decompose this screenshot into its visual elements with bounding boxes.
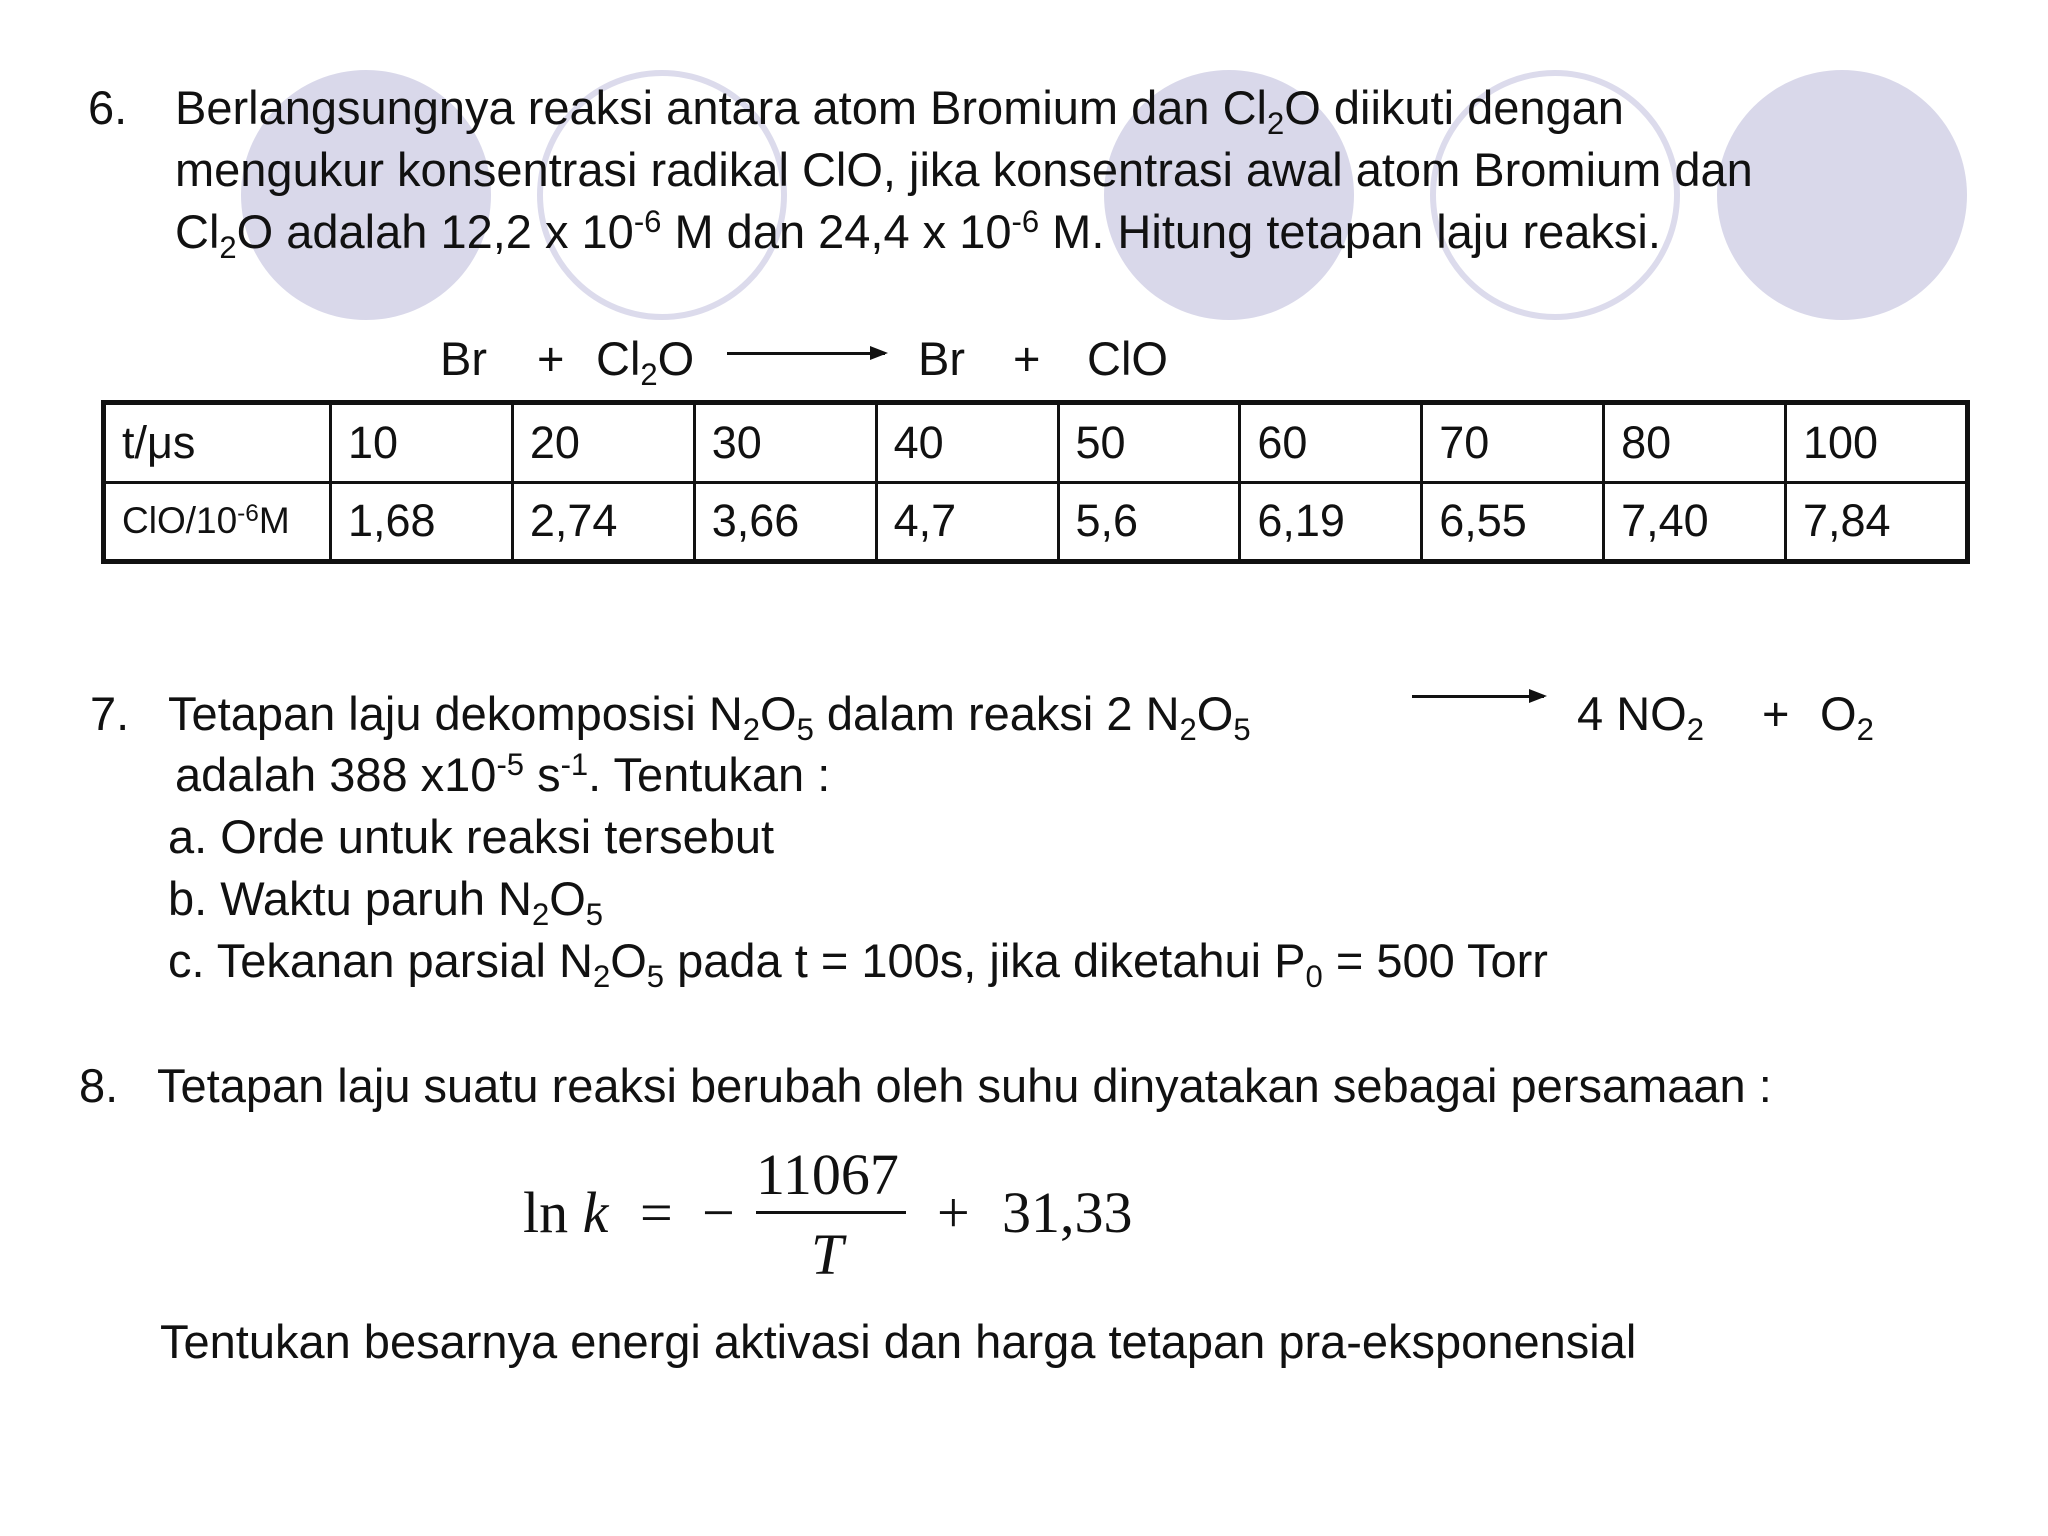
- q7-product-o: O: [1820, 687, 1857, 740]
- table-cell-concentration: 5,6: [1058, 482, 1240, 562]
- q6-reaction-arrow: [727, 352, 885, 355]
- q7-number: 7.: [90, 687, 130, 740]
- q7-item-c-c: pada t = 100s, jika diketahui P: [664, 934, 1306, 987]
- table-cell-time: 100: [1786, 403, 1968, 483]
- table-cell-time: 30: [694, 403, 876, 483]
- q6-line-1-sub: 2: [1267, 105, 1285, 141]
- conc-header-sup: -6: [237, 499, 259, 527]
- q7-products: [1577, 687, 1704, 747]
- q7-line-1-sub-1: 2: [742, 711, 761, 747]
- equation-constant: 31,33: [1002, 1180, 1133, 1245]
- decorative-circle-3: [1717, 70, 1967, 320]
- q8-number: 8.: [79, 1059, 119, 1112]
- q7-line-1-sub-4: 5: [1233, 711, 1251, 747]
- equation-denominator: [811, 1222, 844, 1287]
- q6-line-3-sup-2: -6: [1011, 203, 1040, 239]
- table-row-header-time: t/μs: [104, 403, 331, 483]
- table-cell-concentration: 7,84: [1786, 482, 1968, 562]
- q6-line-1-text-a: Berlangsungnya reaksi antara atom Bromium dan Cl: [175, 81, 1267, 134]
- conc-header-b: M: [258, 500, 290, 542]
- equation-minus: −: [702, 1180, 735, 1245]
- table-cell-time: 20: [512, 403, 694, 483]
- q7-product-plus: +: [1762, 687, 1790, 740]
- q7-line-2-b: s: [524, 748, 561, 801]
- table-cell-concentration: 1,68: [331, 482, 513, 562]
- q6-line-3-text-d: M. Hitung tetapan laju reaksi.: [1039, 205, 1661, 258]
- q7-item-c: [168, 934, 1548, 994]
- q6-reactant-cl2o-b: O: [657, 332, 695, 385]
- table-cell-time: 60: [1240, 403, 1422, 483]
- equation-fraction-bar: [756, 1211, 906, 1214]
- q6-line-1-text-b: O diikuti dengan: [1284, 81, 1624, 134]
- equation-ln: ln: [523, 1180, 569, 1245]
- equation-k: k: [582, 1180, 609, 1245]
- q7-line-1: [168, 687, 1251, 747]
- q7-line-1-d: O: [1196, 687, 1234, 740]
- table-cell-time: 40: [876, 403, 1058, 483]
- q6-plus-2: +: [1013, 332, 1041, 385]
- q7-line-1-b: O: [760, 687, 797, 740]
- table-row-header-concentration: [104, 482, 331, 562]
- table-cell-concentration: 4,7: [876, 482, 1058, 562]
- q7-item-b-a: b. Waktu paruh N: [168, 872, 532, 925]
- q7-item-b-sub-1: 2: [531, 896, 550, 932]
- table-cell-time: 70: [1422, 403, 1604, 483]
- q7-line-1-c: dalam reaksi 2 N: [813, 687, 1180, 740]
- q7-product-no2: 4 NO: [1577, 687, 1687, 740]
- q6-reactant-cl2o: [596, 332, 695, 392]
- q6-number: 6.: [88, 81, 128, 134]
- equation-T: T: [811, 1222, 844, 1287]
- table-cell-concentration: 2,74: [512, 482, 694, 562]
- q6-line-3-sub: 2: [219, 229, 237, 265]
- q7-item-b: [168, 872, 604, 932]
- q7-item-c-sub-2: 5: [646, 958, 665, 994]
- equation-plus: +: [937, 1180, 970, 1245]
- table-cell-concentration: 3,66: [694, 482, 876, 562]
- q7-item-b-sub-2: 5: [585, 896, 604, 932]
- q7-item-c-sub-1: 2: [592, 958, 611, 994]
- q6-line-3-text-c: M dan 24,4 x 10: [661, 205, 1012, 258]
- equation-numerator: 11067: [756, 1142, 899, 1207]
- table-cell-time: 80: [1604, 403, 1786, 483]
- q6-reactant-cl2o-a: Cl: [596, 332, 641, 385]
- equation-equals: =: [640, 1180, 673, 1245]
- q7-line-2-sup-2: -1: [560, 746, 589, 782]
- data-table: [101, 400, 1970, 564]
- q6-line-3: [175, 203, 1661, 265]
- q7-product-sub-1: 2: [1686, 711, 1704, 747]
- q6-reactant-br: Br: [440, 332, 487, 385]
- table-cell-concentration: 6,55: [1422, 482, 1604, 562]
- q6-line-3-text-a: Cl: [175, 205, 220, 258]
- q6-plus-1: +: [537, 332, 565, 385]
- q7-product-sub-2: 2: [1856, 711, 1874, 747]
- q7-line-1-sub-2: 5: [796, 711, 814, 747]
- q6-line-3-text-b: O adalah 12,2 x 10: [236, 205, 634, 258]
- q7-reaction-arrow: [1412, 695, 1544, 698]
- q6-reactant-cl2o-sub: 2: [640, 356, 658, 392]
- q7-item-b-b: O: [549, 872, 586, 925]
- q6-product-clo: ClO: [1087, 332, 1168, 385]
- q8-line-1: Tetapan laju suatu reaksi berubah oleh suhu dinyatakan sebagai persamaan :: [157, 1059, 1772, 1112]
- table-row-concentration: [104, 482, 1968, 562]
- table-cell-concentration: 7,40: [1604, 482, 1786, 562]
- q7-line-2-a: adalah 388 x10: [175, 748, 497, 801]
- q7-item-c-b: O: [610, 934, 647, 987]
- q7-item-c-a: c. Tekanan parsial N: [168, 934, 593, 987]
- q7-item-c-sub-3: 0: [1305, 958, 1323, 994]
- q7-line-1-sub-3: 2: [1179, 711, 1197, 747]
- q7-item-a: a. Orde untuk reaksi tersebut: [168, 810, 775, 863]
- q6-line-3-sup-1: -6: [633, 203, 662, 239]
- q8-closing: Tentukan besarnya energi aktivasi dan harga tetapan pra-eksponensial: [160, 1315, 1637, 1368]
- q6-product-br: Br: [918, 332, 965, 385]
- conc-header-a: ClO/10: [122, 500, 238, 542]
- q6-line-2: mengukur konsentrasi radikal ClO, jika konsentrasi awal atom Bromium dan: [175, 143, 1753, 196]
- q6-line-1: [175, 81, 1624, 141]
- q7-line-2: [175, 746, 831, 801]
- table-cell-time: 50: [1058, 403, 1240, 483]
- q7-line-1-a: Tetapan laju dekomposisi N: [168, 687, 743, 740]
- table-cell-concentration: 6,19: [1240, 482, 1422, 562]
- equation-lhs: [523, 1180, 609, 1245]
- q7-line-2-sup-1: -5: [496, 746, 525, 782]
- q7-item-c-d: = 500 Torr: [1322, 934, 1548, 987]
- table-cell-time: 10: [331, 403, 513, 483]
- q7-product-o2: [1820, 687, 1874, 747]
- table-row-time: [104, 403, 1968, 483]
- q7-line-2-c: . Tentukan :: [588, 748, 831, 801]
